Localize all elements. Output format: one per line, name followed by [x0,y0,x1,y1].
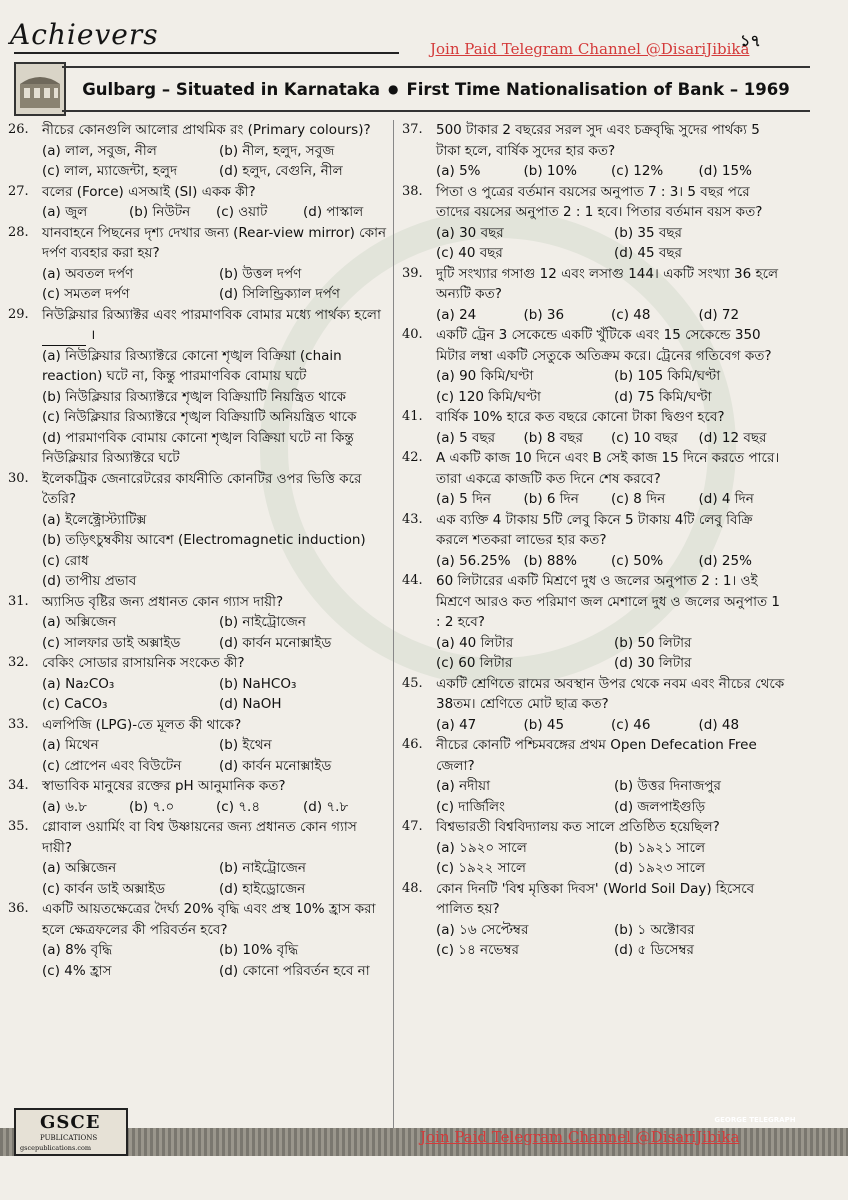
option-c: (c) 40 বছর [436,245,503,261]
option-c: (c) প্রোপেন এবং বিউটেন [42,757,182,774]
fact-right: First Time Nationalisation of Bank – 1969 [406,79,790,99]
question-text: অ্যাসিড বৃষ্টির জন্য প্রধানত কোন গ্যাস দায়ী? [42,593,284,610]
question-number: 35. [8,819,29,834]
option-b: (b) 6 দিন [523,491,579,507]
question-number: 37. [402,122,423,137]
option-a: (a) ১৯২০ সালে [436,839,527,856]
option-a: (a) 56.25% [436,552,511,569]
question-text: এক ব্যক্তি 4 টাকায় 5টি লেবু কিনে 5 টাকায় 4টি লেবু বিক্রি করলে শতকরা লাভের হার কত? [436,511,753,548]
question-number: 31. [8,593,29,609]
question-text: A একটি কাজ 10 দিনে এবং B সেই কাজ 15 দিনে করতে পারে। তারা একত্রে কাজটি কত দিনে শেষ করবে? [436,450,780,487]
option-a: (a) লাল, সবুজ, নীল [42,142,157,159]
question-26 [6,120,390,182]
question-text: 60 লিটারের একটি মিশ্রণে দুধ ও জলের অনুপাত 2 : 1। ওই মিশ্রণে আরও কত পরিমাণ জল মেশালে দুধ ও জলের অনুপাত 1 : 2 হবে? [436,573,781,630]
question-45 [400,674,786,736]
question-number: 32. [8,655,29,670]
option-c: (c) নিউক্লিয়ার রিঅ্যাক্টরে শৃঙ্খল বিক্রিয়াটি অনিয়ন্ত্রিত থাকে [42,409,357,425]
question-48 [400,879,786,961]
option-c: (c) ১৪ নভেম্বর [436,942,519,958]
option-b: (b) NaHCO₃ [219,675,297,692]
option-b: (b) 35 বছর [614,224,682,241]
option-b: (b) ১৯২১ সালে [614,839,706,856]
option-a: (a) ৬.৮ [42,798,87,815]
option-a: (a) 5% [436,163,481,179]
fact-left: Gulbarg – Situated in Karnataka [82,79,380,99]
option-b: (b) উত্তর দিনাজপুর [614,778,721,794]
question-number: 46. [402,737,423,752]
publisher-site: gscepublications.com [20,1144,92,1152]
question-33 [6,715,390,777]
question-text: ইলেকট্রিক জেনারেটরের কার্যনীতি কোনটির ওপর ভিত্তি করে তৈরি? [42,470,362,507]
brand-underline [14,52,399,54]
option-b: (b) নাইট্রোজেন [219,860,306,876]
option-a: (a) জুল [42,204,88,220]
question-number: 42. [402,450,423,465]
question-text: এলপিজি (LPG)-তে মূলত কী থাকে? [42,716,242,733]
option-c: (c) CaCO₃ [42,696,108,712]
telegram-link-top[interactable]: Join Paid Telegram Channel @DisariJibika [430,40,750,58]
question-text: নীচের কোনগুলি আলোর প্রাথমিক রং (Primary colours)? [42,122,371,138]
option-a: (a) অক্সিজেন [42,860,117,876]
question-number: 44. [402,573,423,588]
option-b: (b) নীল, হলুদ, সবুজ [219,142,335,159]
option-d: (d) তাপীয় প্রভাব [42,573,137,589]
question-number: 29. [8,306,29,322]
publisher-name: GSCE [40,1112,101,1133]
question-number: 27. [8,183,29,199]
question-47 [400,817,786,879]
option-d: (d) কোনো পরিবর্তন হবে না [219,962,370,979]
option-a: (a) অক্সিজেন [42,614,117,630]
fact-header [62,66,810,112]
option-d: (d) সিলিন্ড্রিক্যাল দর্পণ [219,286,340,302]
question-32 [6,653,390,715]
question-number: 33. [8,716,29,732]
option-a: (a) Na₂CO₃ [42,675,115,692]
question-28 [6,223,390,305]
option-a: (a) অবতল দর্পণ [42,265,134,282]
option-b: (b) 10% বৃদ্ধি [219,942,298,958]
option-b: (b) 105 কিমি/ঘণ্টা [614,368,721,384]
option-c: (c) 60 লিটার [436,655,513,671]
answer-blank [42,331,86,346]
right-column [400,120,786,961]
option-d: (d) 75 কিমি/ঘণ্টা [614,388,712,405]
option-b: (b) 8 বছর [523,429,583,446]
column-divider [393,120,394,1128]
question-number: 38. [402,183,423,199]
option-d: (d) 48 [698,716,740,733]
question-43 [400,510,786,572]
question-number: 36. [8,901,29,916]
question-number: 28. [8,224,29,240]
publisher-logo [14,1108,128,1156]
question-number: 47. [402,819,423,834]
question-40 [400,325,786,407]
option-a: (a) নিউক্লিয়ার রিঅ্যাক্টরে কোনো শৃঙ্খল বিক্রিয়া (chain reaction) ঘটে না, কিন্তু পারমাণবিক বোমায় ঘটে [42,347,342,384]
option-d: (d) 15% [698,163,752,179]
option-c: (c) ৭.৪ [216,798,261,815]
option-b: (b) নিউটন [129,204,191,220]
question-27 [6,182,390,223]
option-a: (a) নদীয়া [436,778,490,794]
option-b: (b) ৭.০ [129,798,175,815]
question-37 [400,120,786,182]
question-text: বিশ্বভারতী বিশ্ববিদ্যালয় কত সালে প্রতিষ্ঠিত হয়েছিল? [436,819,720,835]
option-a: (a) 40 লিটার [436,634,514,651]
option-a: (a) 8% বৃদ্ধি [42,942,113,958]
option-d: (d) পাস্কাল [303,204,364,220]
option-c: (c) দার্জিলিং [436,798,505,815]
question-text: পিতা ও পুত্রের বর্তমান বয়সের অনুপাত 7 : 3। 5 বছর পরে তাদের বয়সের অনুপাত 2 : 1 হবে। পিতার বর্তমান বয়স কত? [436,183,763,220]
question-30 [6,469,390,592]
left-column [6,120,390,981]
option-d: (d) হাইড্রোজেন [219,880,306,897]
option-a: (a) 47 [436,716,477,733]
option-d: (d) 45 বছর [614,245,682,261]
option-a: (a) 90 কিমি/ঘণ্টা [436,368,534,384]
question-number: 45. [402,675,423,691]
option-c: (c) 120 কিমি/ঘণ্টা [436,388,541,405]
bullet-icon: ● [388,82,399,96]
question-number: 40. [402,327,423,342]
question-39 [400,264,786,326]
option-d: (d) 25% [698,552,752,569]
colosseum-icon [14,62,66,116]
option-b: (b) 50 লিটার [614,634,692,651]
option-b: (b) 10% [523,163,577,179]
question-34 [6,776,390,817]
question-number: 26. [8,122,29,137]
question-text: 500 টাকার 2 বছরের সরল সুদ এবং চক্রবৃদ্ধি সুদের পার্থক্য 5 টাকা হলে, বার্ষিক সুদের হার কত? [436,122,760,159]
option-c: (c) কার্বন ডাই অক্সাইড [42,880,166,897]
question-38 [400,182,786,264]
question-text: গ্লোবাল ওয়ার্মিং বা বিশ্ব উষ্ণায়নের জন্য প্রধানত কোন গ্যাস দায়ী? [42,819,357,856]
question-number: 48. [402,880,423,896]
option-a: (a) ১৬ সেপ্টেম্বর [436,921,529,938]
option-c: (c) রোধ [42,552,89,569]
question-number: 34. [8,778,29,793]
option-b: (b) 36 [523,306,565,323]
question-text: কোন দিনটি 'বিশ্ব মৃত্তিকা দিবস' (World Soil Day) হিসেবে পালিত হয়? [436,880,755,917]
option-c: (c) 12% [611,163,664,179]
question-41 [400,407,786,448]
question-text: দুটি সংখ্যার গসাগু 12 এবং লসাগু 144। একটি সংখ্যা 36 হলে অন্যটি কত? [436,265,779,302]
option-c: (c) ১৯২২ সালে [436,860,526,876]
option-c: (c) ওয়াট [216,204,268,220]
telegram-link-bottom[interactable]: Join Paid Telegram Channel @DisariJibika [420,1128,740,1146]
option-b: (b) নাইট্রোজেন [219,614,306,630]
question-number: 30. [8,470,29,486]
option-c: (c) 48 [611,306,651,323]
option-a: (a) 5 বছর [436,429,496,446]
question-44 [400,571,786,674]
option-a: (a) 30 বছর [436,224,504,241]
question-text: বলের (Force) এসআই (SI) একক কী? [42,183,256,200]
footer-tag: GEORGE TELEGRAPH [714,1116,796,1124]
option-b: (b) উত্তল দর্পণ [219,265,302,282]
option-d: (d) 4 দিন [698,491,754,507]
brand-title: Achievers [10,18,159,51]
option-d: (d) হলুদ, বেগুনি, নীল [219,163,343,179]
option-b: (b) তড়িৎচুম্বকীয় আবেশ (Electromagnetic induction) [42,532,366,548]
option-d: (d) কার্বন মনোক্সাইড [219,634,332,651]
option-d: (d) 12 বছর [698,429,767,446]
question-number: 43. [402,511,423,527]
option-a: (a) ইলেক্ট্রোস্ট্যাটিক্স [42,511,147,528]
option-d: (d) পারমাণবিক বোমায় কোনো শৃঙ্খল বিক্রিয়া ঘটে না কিন্তু নিউক্লিয়ার রিঅ্যাক্টরে ঘটে [42,429,354,466]
option-c: (c) সালফার ডাই অক্সাইড [42,634,181,651]
question-text: স্বাভাবিক মানুষের রক্তের pH আনুমানিক কত? [42,778,286,794]
option-b: (b) 88% [523,552,577,569]
question-46 [400,735,786,817]
question-text: নীচের কোনটি পশ্চিমবঙ্গের প্রথম Open Defecation Free জেলা? [436,737,757,774]
question-text: একটি ট্রেন 3 সেকেন্ডে একটি খুঁটিকে এবং 15 সেকেন্ডে 350 মিটার লম্বা একটি সেতুকে অতিক্রম করে। ট্রেনের গতিবেগ কত? [436,327,772,364]
option-d: (d) 72 [698,306,740,323]
option-c: (c) 10 বছর [611,429,678,446]
option-a: (a) 24 [436,306,477,323]
question-text: বেকিং সোডার রাসায়নিক সংকেত কী? [42,655,245,671]
option-d: (d) ৫ ডিসেম্বর [614,942,694,958]
question-text: বার্ষিক 10% হারে কত বছরে কোনো টাকা দ্বিগুণ হবে? [436,409,725,425]
question-29: 29. নিউক্লিয়ার রিঅ্যাক্টর এবং পারমাণবিক বোমার মধ্যে পার্থক্য হলো । (a) নিউক্লিয়ার রিঅ্যাক্টরে কোনো শৃঙ্খল বিক্রিয়া (chain reaction) ঘটে না, কিন্তু পারমাণবিক বোমায় ঘটে (b) নিউক্লিয়ার রিঅ্যাক্টরে শৃঙ্খল বিক্রিয়াটি নিয়ন্ত্রিত থাকে (c) নিউক্লিয়ার রিঅ্যাক্টরে শৃঙ্খল বিক্রিয়াটি অনিয়ন্ত্রিত থাকে (d) পারমাণবিক বোমায় কোনো শৃঙ্খল বিক্রিয়া ঘটে না কিন্তু নিউক্লিয়ার রিঅ্যাক্টরে ঘটে [6,305,390,469]
option-b: (b) 45 [523,716,565,733]
option-b: (b) নিউক্লিয়ার রিঅ্যাক্টরে শৃঙ্খল বিক্রিয়াটি নিয়ন্ত্রিত থাকে [42,388,346,405]
option-c: (c) 8 দিন [611,491,666,507]
option-d: (d) জলপাইগুড়ি [614,798,706,815]
option-a: (a) 5 দিন [436,491,491,507]
question-text: যানবাহনে পিছনের দৃশ্য দেখার জন্য (Rear-view mirror) কোন দর্পণ ব্যবহার করা হয়? [42,224,387,261]
option-c: (c) লাল, ম্যাজেন্টা, হলুদ [42,163,178,179]
page-number: ১৭ [740,31,761,50]
option-d: (d) NaOH [219,696,282,712]
question-text: একটি শ্রেণিতে রামের অবস্থান উপর থেকে নবম এবং নীচের থেকে 38তম। শ্রেণিতে মোট ছাত্র কত? [436,675,785,712]
option-b: (b) ১ অক্টোবর [614,921,695,938]
option-d: (d) কার্বন মনোক্সাইড [219,757,332,774]
question-text: নিউক্লিয়ার রিঅ্যাক্টর এবং পারমাণবিক বোমার মধ্যে পার্থক্য হলো [42,306,381,323]
option-c: (c) 4% হ্রাস [42,962,112,979]
question-36 [6,899,390,981]
question-35 [6,817,390,899]
question-31 [6,592,390,654]
option-a: (a) মিথেন [42,737,99,753]
question-number: 41. [402,409,423,424]
option-b: (b) ইথেন [219,737,272,753]
option-c: (c) সমতল দর্পণ [42,286,130,302]
question-text: একটি আয়তক্ষেত্রের দৈর্ঘ্য 20% বৃদ্ধি এবং প্রস্থ 10% হ্রাস করা হলে ক্ষেত্রফলের কী পরিবর্তন হবে? [42,901,376,938]
option-c: (c) 50% [611,552,664,569]
option-d: (d) ৭.৮ [303,798,349,815]
option-c: (c) 46 [611,716,651,733]
publisher-sub: PUBLICATIONS [40,1134,98,1142]
question-42 [400,448,786,510]
question-number: 39. [402,265,423,281]
option-d: (d) 30 লিটার [614,655,692,671]
option-d: (d) ১৯২৩ সালে [614,860,706,876]
